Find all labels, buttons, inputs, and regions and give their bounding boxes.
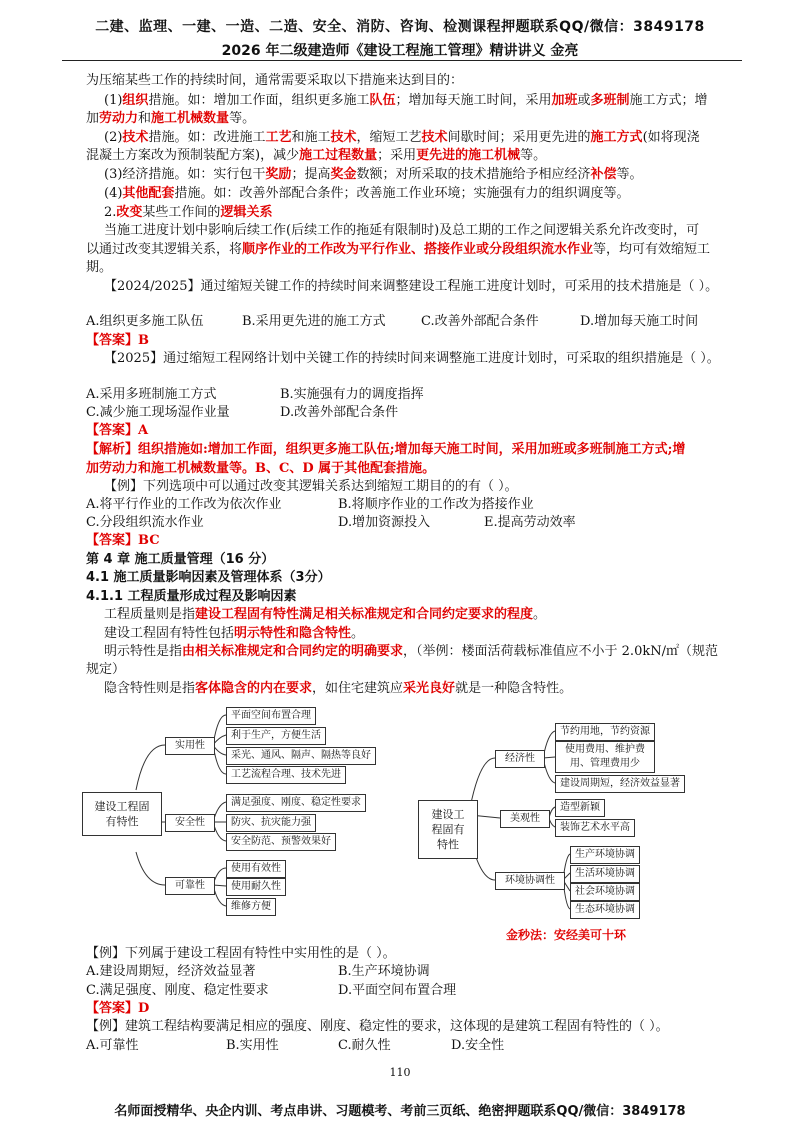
q5-option-a: A.可靠性 [86, 1038, 139, 1053]
question-3: 【例】下列选项中可以通过改变其逻辑关系达到缩短工期目的的有（ ）。 [104, 479, 518, 494]
q1-option-d: D.增加每天施工时间 [580, 314, 699, 329]
diagram-right-leaf: 使用费用、维护费用、管理费用少 [555, 741, 655, 773]
diagram-right-leaf: 社会环境协调 [570, 883, 640, 901]
footer-contact: 名师面授精华、央企内训、考点串讲、习题模考、考前三页纸、绝密押题联系QQ/微信：3849178 [114, 1104, 686, 1119]
measure-technical: (2)技术措施。如：改进施工工艺和施工技术，缩短工艺技术间歇时间；采用更先进的施工方式(如将现浇 [104, 130, 700, 145]
measure-technical-cont: 混凝土方案改为预制装配方案)，减少施工过程数量；采用更先进的施工机械等。 [86, 148, 547, 163]
q3-option-e: E.提高劳动效率 [484, 515, 576, 530]
definition-implicit: 隐含特性则是指客体隐含的内在要求，如住宅建筑应采光良好就是一种隐含特性。 [104, 681, 573, 696]
diagram-left-leaf: 使用有效性 [226, 860, 286, 878]
chapter-4-title: 第 4 章 施工质量管理（16 分） [86, 552, 275, 567]
q4-option-a: A.建设周期短，经济效益显著 [86, 964, 256, 979]
diagram-right-leaf: 生态环境协调 [570, 901, 640, 919]
diagram-left-leaf: 满足强度、刚度、稳定性要求 [226, 794, 366, 812]
diagram-right-leaf: 装饰艺术水平高 [555, 819, 635, 837]
diagram-left-leaf: 安全防范、预警效果好 [226, 833, 336, 851]
q2-option-b: B.实施强有力的调度指挥 [280, 387, 424, 402]
diagram-right-leaf: 建设周期短，经济效益显著 [555, 775, 685, 793]
q5-option-c: C.耐久性 [338, 1038, 391, 1053]
measure-organization: (1)组织措施。如：增加工作面，组织更多施工队伍；增加每天施工时间，采用加班或多班制施工方式；增 [104, 93, 708, 108]
measure-other: (4)其他配套措施。如：改善外部配合条件；改善施工作业环境；实施强有力的组织调度等。 [104, 186, 630, 201]
definition-quality: 工程质量则是指建设工程固有特性满足相关标准规定和合同约定要求的程度。 [104, 607, 547, 622]
diagram-right-branch-environment: 环境协调性 [495, 872, 565, 890]
q4-option-c: C.满足强度、刚度、稳定性要求 [86, 983, 269, 998]
diagram-right-leaf: 生活环境协调 [570, 865, 640, 883]
diagram-right-branch-economy: 经济性 [495, 750, 545, 768]
question-2: 【2025】通过缩短工程网络计划中关键工作的持续时间来调整施工进度计划时，可采取的组织措施是（ ）。 [104, 351, 720, 366]
question-1: 【2024/2025】通过缩短关键工作的持续时间来调整建设工程施工进度计划时，可采用的技术措施是（ ）。 [104, 279, 719, 294]
diagram-left-leaf: 利于生产，方便生活 [226, 727, 326, 745]
logic-para-1: 当施工进度计划中影响后续工作(后续工作的拖延有限制时)及总工期的工作之间逻辑关系允许改变时，可 [104, 223, 700, 238]
answer-2: 【答案】A [86, 423, 149, 438]
diagram-left-branch-safety: 安全性 [165, 814, 215, 832]
diagram-left-leaf: 平面空间布置合理 [226, 707, 316, 725]
diagram-right-branch-aesthetics: 美观性 [500, 810, 550, 828]
diagram-right-root: 建设工程固有特性 [418, 800, 478, 859]
q3-option-a: A.将平行作业的工作改为依次作业 [86, 497, 282, 512]
question-4: 【例】下列属于建设工程固有特性中实用性的是（ ）。 [86, 946, 396, 961]
q5-option-b: B.实用性 [226, 1038, 279, 1053]
q2-option-c: C.减少施工现场湿作业量 [86, 405, 230, 420]
diagram-left-root: 建设工程固有特性 [82, 792, 162, 836]
q2-option-a: A.采用多班制施工方式 [86, 387, 217, 402]
diagram-right-leaf: 造型新颖 [555, 799, 605, 817]
diagram-left-branch-practicality: 实用性 [165, 737, 215, 755]
diagram-right-leaf: 节约用地，节约资源 [555, 723, 655, 741]
definition-explicit-cont: 规定） [86, 662, 126, 677]
diagram-left-leaf: 使用耐久性 [226, 878, 286, 896]
page-number: 110 [389, 1066, 411, 1079]
section-4-1-1-title: 4.1.1 工程质量形成过程及影响因素 [86, 589, 297, 604]
measure-organization-cont: 加劳动力和施工机械数量等。 [86, 111, 256, 126]
q2-option-d: D.改善外部配合条件 [280, 405, 399, 420]
explanation-1: 【解析】组织措施如:增加工作面，组织更多施工队伍;增加每天施工时间，采用加班或多班制施工方式;增 [86, 442, 686, 457]
q1-option-a: A.组织更多施工队伍 [86, 314, 204, 329]
q4-option-d: D.平面空间布置合理 [338, 983, 457, 998]
intro-text: 为压缩某些工作的持续时间，通常需要采取以下措施来达到目的： [86, 73, 464, 88]
question-5: 【例】建筑工程结构要满足相应的强度、刚度、稳定性的要求，这体现的是建筑工程固有特性的（ ）。 [86, 1019, 669, 1034]
diagram-left-leaf: 采光、通风、隔声、隔热等良好 [226, 747, 376, 765]
q3-option-d: D.增加资源投入 [338, 515, 431, 530]
section-4-1-title: 4.1 施工质量影响因素及管理体系（3分） [86, 570, 331, 585]
q3-option-b: B.将顺序作业的工作改为搭接作业 [338, 497, 534, 512]
q1-option-b: B.采用更先进的施工方式 [242, 314, 386, 329]
explanation-2: 加劳动力和施工机械数量等。B、C、D 属于其他配套措施。 [86, 461, 436, 476]
diagram-left-branch-reliability: 可靠性 [165, 877, 215, 895]
logic-para-3: 期。 [86, 260, 113, 275]
diagram-mnemonic: 金秒法：安经美可十环 [506, 928, 627, 942]
header-title: 2026 年二级建造师《建设工程施工管理》精讲讲义 金亮 [221, 43, 579, 59]
logic-para-2: 以通过改变其逻辑关系，将顺序作业的工作改为平行作业、搭接作业或分段组织流水作业等，均可有效缩短工 [86, 242, 711, 257]
definition-explicit: 明示特性是指由相关标准规定和合同约定的明确要求，（举例：楼面活荷载标准值应不小于 2.0kN/㎡（规范 [104, 644, 718, 659]
diagram-right-leaf: 生产环境协调 [570, 846, 640, 864]
measure-economic: (3)经济措施。如：实行包干奖励；提高奖金数额；对所采取的技术措施给予相应经济补偿等。 [104, 167, 643, 182]
answer-3: 【答案】BC [86, 533, 160, 548]
answer-1: 【答案】B [86, 333, 149, 348]
q3-option-c: C.分段组织流水作业 [86, 515, 204, 530]
q5-option-d: D.安全性 [451, 1038, 505, 1053]
section-change-logic: 2.改变某些工作间的逻辑关系 [104, 205, 273, 220]
diagram-left-leaf: 防灾、抗灾能力强 [226, 814, 316, 832]
q1-option-c: C.改善外部配合条件 [421, 314, 539, 329]
header-contact: 二建、监理、一建、一造、二造、安全、消防、咨询、检测课程押题联系QQ/微信：3849178 [95, 19, 705, 35]
q4-option-b: B.生产环境协调 [338, 964, 430, 979]
definition-characteristics: 建设工程固有特性包括明示特性和隐含特性。 [104, 626, 365, 641]
answer-4: 【答案】D [86, 1001, 150, 1016]
diagram-left-leaf: 维修方便 [226, 898, 276, 916]
diagram-left-leaf: 工艺流程合理、技术先进 [226, 766, 346, 784]
